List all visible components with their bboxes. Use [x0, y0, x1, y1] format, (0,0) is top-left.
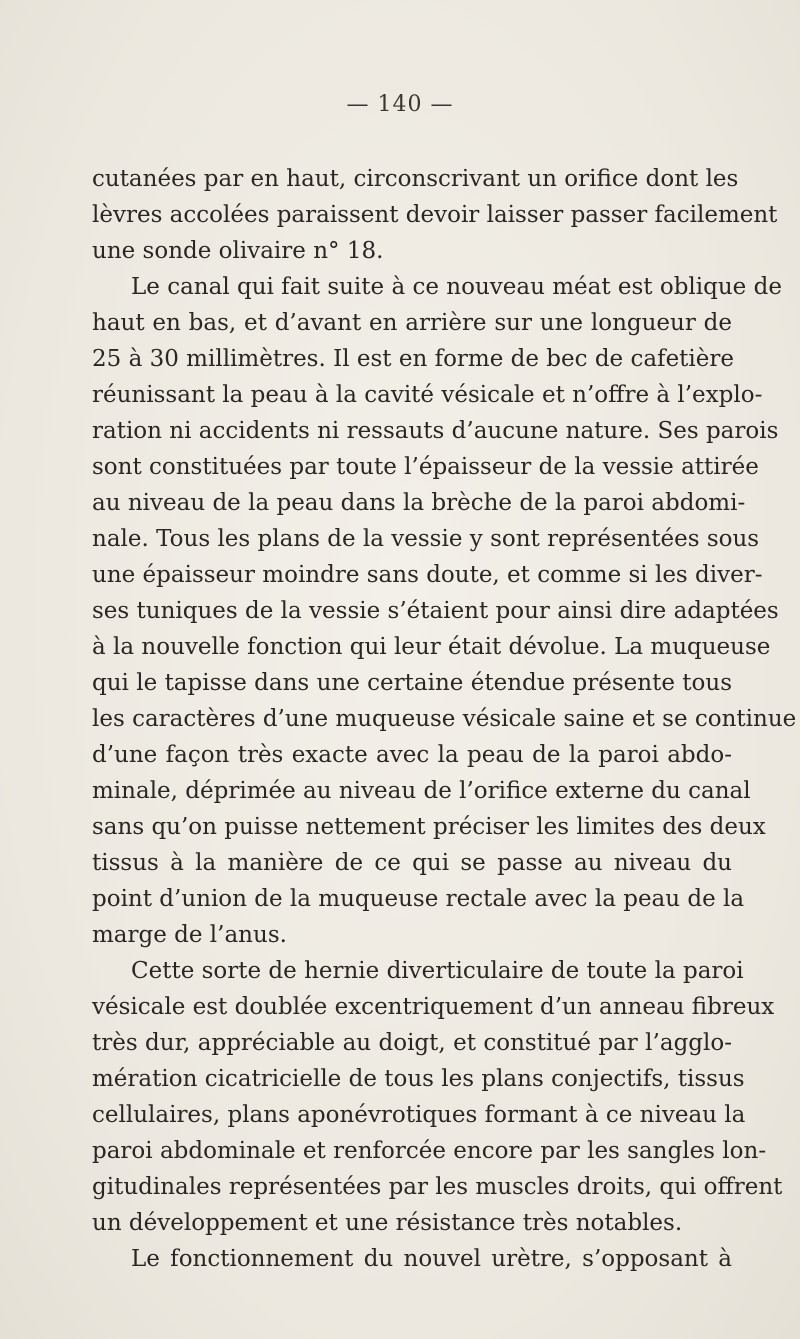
paragraph-start-line: Cette sorte de hernie diverticulaire de toute la paroi [131, 958, 744, 984]
text-line: cutanées par en haut, circonscrivant un orifice dont les [92, 166, 739, 192]
text-line: très dur, appréciable au doigt, et constitué par l’agglo- [92, 1030, 732, 1056]
text-line: haut en bas, et d’avant en arrière sur une longueur de [92, 310, 732, 336]
text-line: à la nouvelle fonction qui leur était dévolue. La muqueuse [92, 634, 771, 660]
text-line: nale. Tous les plans de la vessie y sont représentées sous [92, 526, 760, 552]
text-line: 25 à 30 millimètres. Il est en forme de bec de cafetière [92, 346, 735, 372]
page-number: — 140 — [346, 92, 454, 117]
text-line: gitudinales représentées par les muscles droits, qui offrent [92, 1174, 783, 1200]
text-line: lèvres accolées paraissent devoir laisser passer facilement [92, 202, 778, 228]
paragraph-start-line: Le fonctionnement du nouvel urètre, s’opposant à [131, 1246, 732, 1272]
paragraph-start-line: Le canal qui fait suite à ce nouveau méat est oblique de [131, 274, 782, 300]
text-line: réunissant la peau à la cavité vésicale et n’offre à l’explo- [92, 382, 763, 408]
text-line: qui le tapisse dans une certaine étendue présente tous [92, 670, 732, 696]
text-line: tissus à la manière de ce qui se passe au niveau du [92, 850, 732, 876]
text-line: vésicale est doublée excentriquement d’un anneau fibreux [92, 994, 775, 1020]
text-line: au niveau de la peau dans la brèche de la paroi abdomi- [92, 490, 746, 516]
text-line: sans qu’on puisse nettement préciser les limites des deux [92, 814, 766, 840]
text-line: sont constituées par toute l’épaisseur de la vessie attirée [92, 454, 759, 480]
text-line: point d’union de la muqueuse rectale avec la peau de la [92, 886, 745, 912]
text-line: ration ni accidents ni ressauts d’aucune nature. Ses parois [92, 418, 779, 444]
text-line: cellulaires, plans aponévrotiques formant à ce niveau la [92, 1102, 746, 1128]
text-line: marge de l’anus. [92, 922, 287, 948]
text-line: une épaisseur moindre sans doute, et comme si les diver- [92, 562, 763, 588]
text-line: paroi abdominale et renforcée encore par les sangles lon- [92, 1138, 767, 1164]
text-line: mération cicatricielle de tous les plans conjectifs, tissus [92, 1066, 745, 1092]
text-line: une sonde olivaire n° 18. [92, 238, 384, 264]
text-line: minale, déprimée au niveau de l’orifice externe du canal [92, 778, 751, 804]
text-line: d’une façon très exacte avec la peau de la paroi abdo- [92, 742, 732, 768]
text-line: ses tuniques de la vessie s’étaient pour ainsi dire adaptées [92, 598, 779, 624]
text-line: un développement et une résistance très notables. [92, 1210, 683, 1236]
text-line: les caractères d’une muqueuse vésicale saine et se continue [92, 706, 797, 732]
